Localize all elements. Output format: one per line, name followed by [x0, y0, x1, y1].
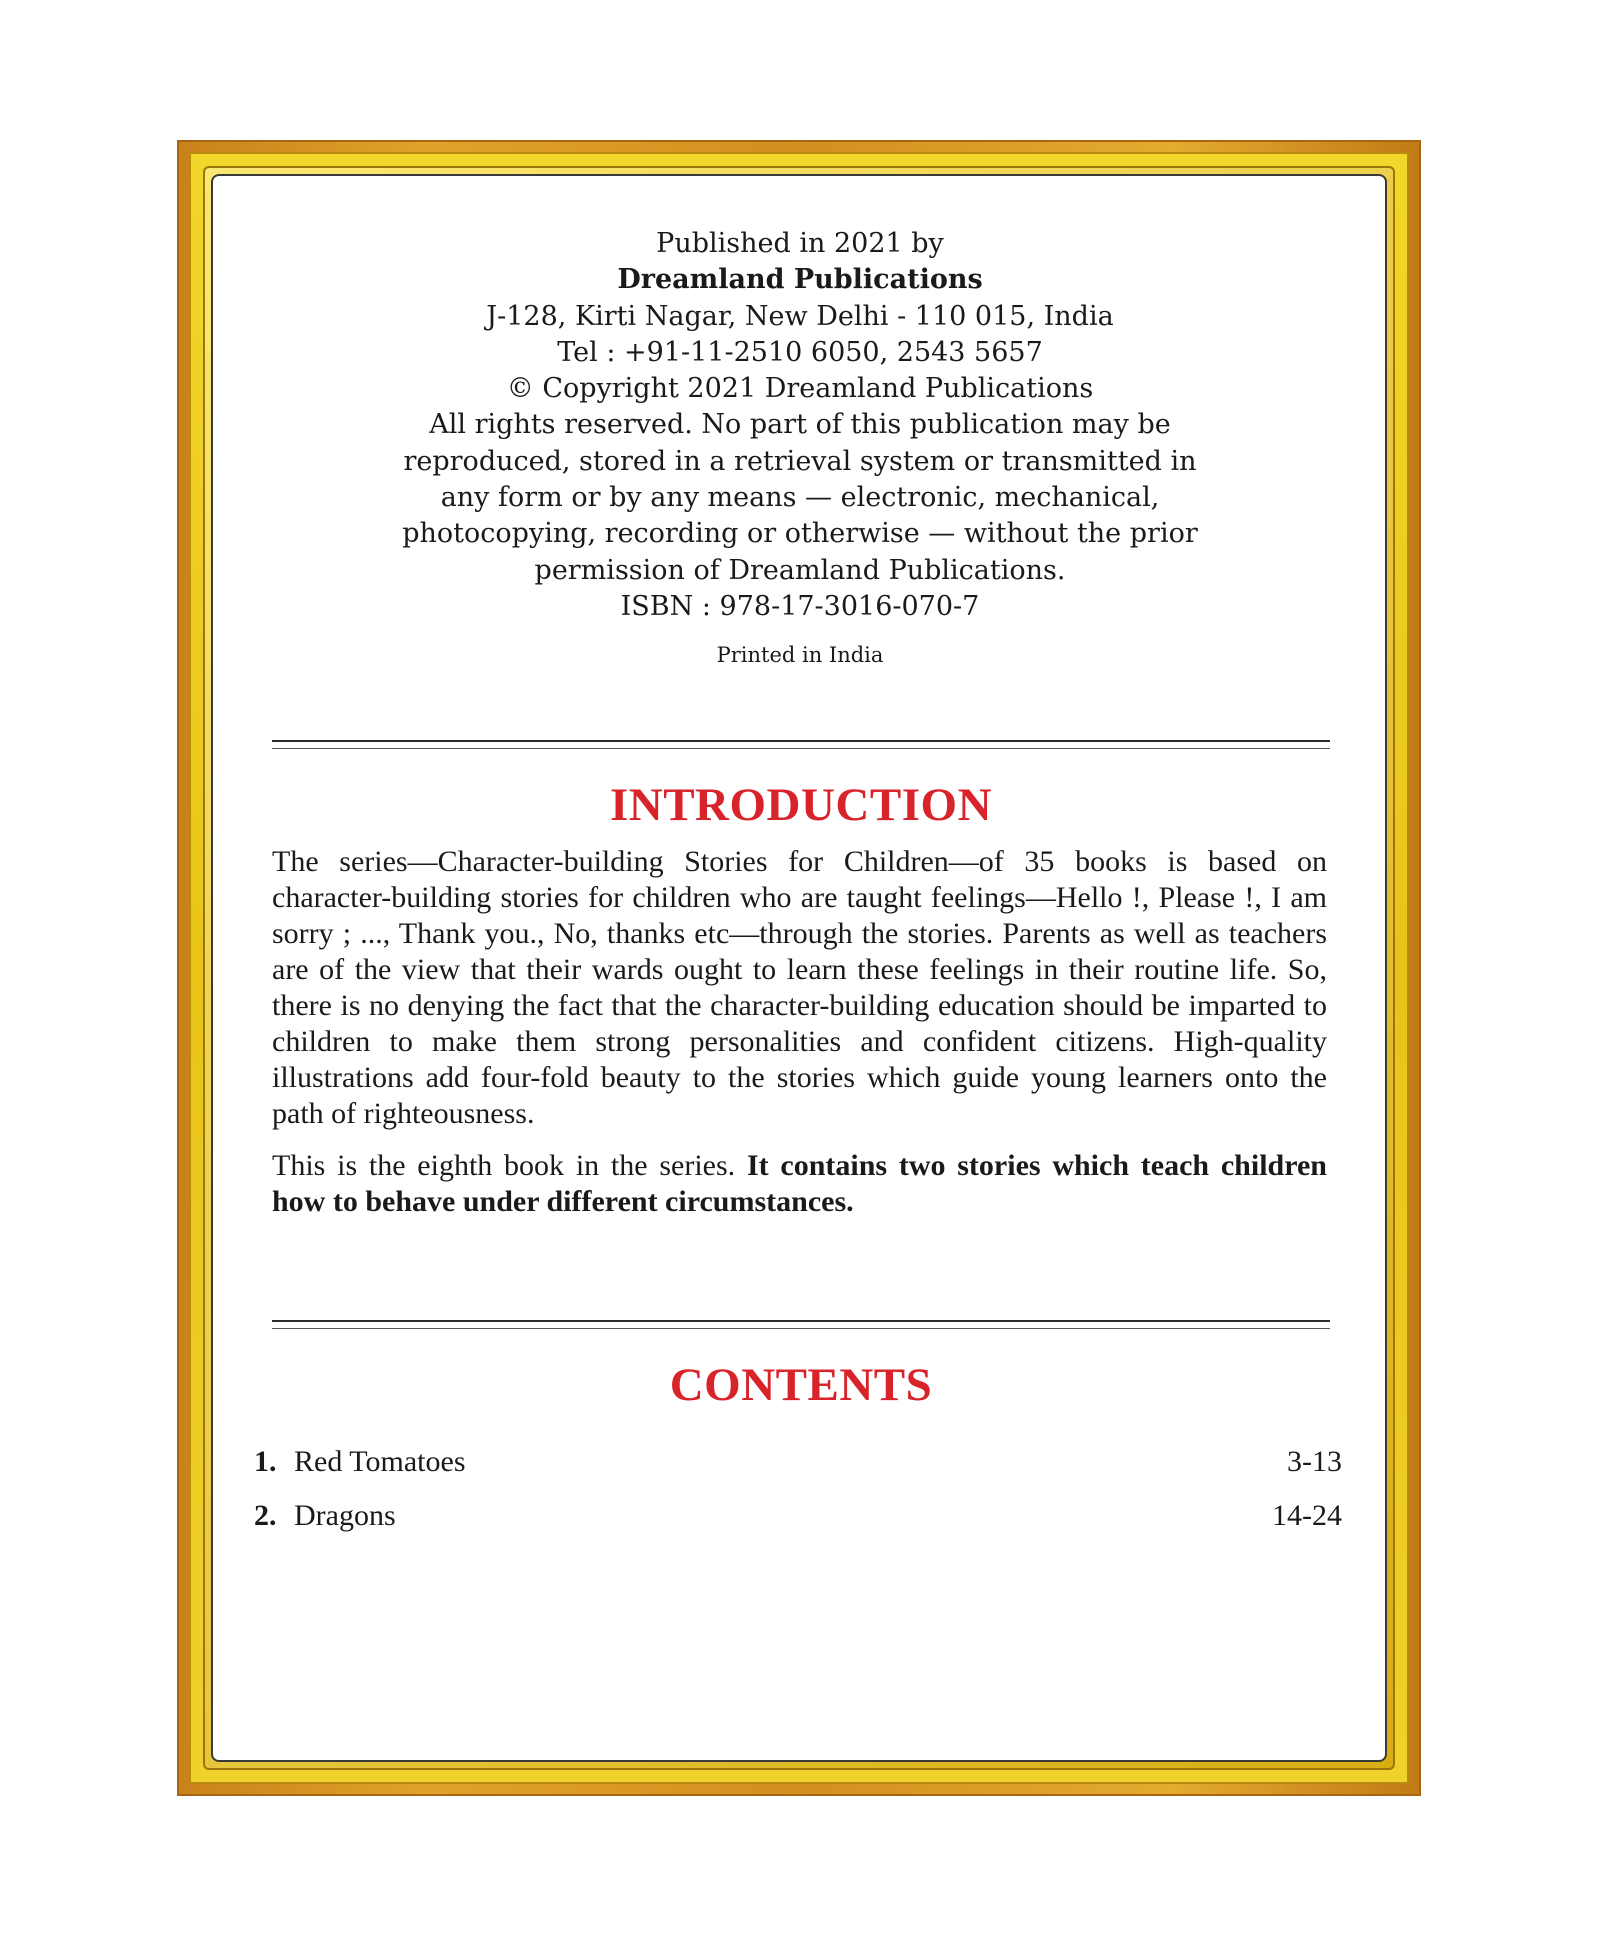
isbn-line: ISBN : 978-17-3016-070-7	[620, 590, 980, 622]
copyright-line: © Copyright 2021 Dreamland Publications	[506, 373, 1094, 405]
rights-line-2: reproduced, stored in a retrieval system or transmitted in	[403, 445, 1197, 477]
contents-item-number: 2.	[254, 1499, 277, 1532]
rights-line-1: All rights reserved. No part of this publication may be	[429, 409, 1171, 441]
contents-item-pages: 14-24	[1272, 1499, 1342, 1532]
contents-item-label	[254, 1498, 396, 1534]
contents-item-label	[254, 1444, 466, 1480]
contents-heading: CONTENTS	[669, 1359, 933, 1411]
publisher-telephone: Tel : +91-11-2510 6050, 2543 5657	[557, 336, 1043, 368]
contents-item-number: 1.	[254, 1445, 277, 1478]
introduction-paragraph-2-plain: This is the eighth book in the series.	[272, 1149, 747, 1182]
introduction-heading: INTRODUCTION	[609, 779, 993, 831]
contents-item[interactable]	[254, 1444, 1342, 1498]
contents-item[interactable]	[254, 1498, 1342, 1552]
divider-rule-top	[272, 740, 1330, 750]
contents-item-title: Dragons	[294, 1499, 396, 1532]
contents-list	[254, 1444, 1342, 1552]
publisher-name: Dreamland Publications	[617, 264, 983, 296]
introduction-paragraph-2-bold: It contains two stories which teach children how to behave under different circumstances.	[272, 1149, 1327, 1218]
published-line: Published in 2021 by	[656, 228, 944, 259]
rights-line-4: photocopying, recording or otherwise — without the prior	[402, 518, 1198, 550]
introduction-paragraph-1: The series—Character-building Stories for Children—of 35 books is based on character-building stories for children who are taught feelings—Hello !, Please !, I am sorry ; ..., Thank you., No, thanks etc—through the stories. Parents as well as teachers are of the view that their wards ought to learn these feelings in their routine life. So, there is no denying the fact that the character-building education should be imparted to children to make them strong personalities and confident citizens. High-quality illustrations add four-fold beauty to the stories which guide young learners onto the path of righteousness.	[272, 845, 1327, 1130]
publisher-address: J-128, Kirti Nagar, New Delhi - 110 015, India	[486, 300, 1114, 332]
divider-rule-bottom	[272, 1320, 1330, 1330]
contents-item-pages: 3-13	[1287, 1445, 1342, 1478]
rights-line-5: permission of Dreamland Publications.	[534, 554, 1066, 586]
introduction-body	[272, 844, 1327, 1236]
rights-line-3: any form or by any means — electronic, mechanical,	[440, 482, 1160, 514]
imprint-block	[262, 226, 1338, 669]
contents-item-title: Red Tomatoes	[294, 1445, 466, 1478]
printed-in-line: Printed in India	[716, 643, 884, 668]
introduction-paragraph-2	[272, 1148, 1327, 1220]
